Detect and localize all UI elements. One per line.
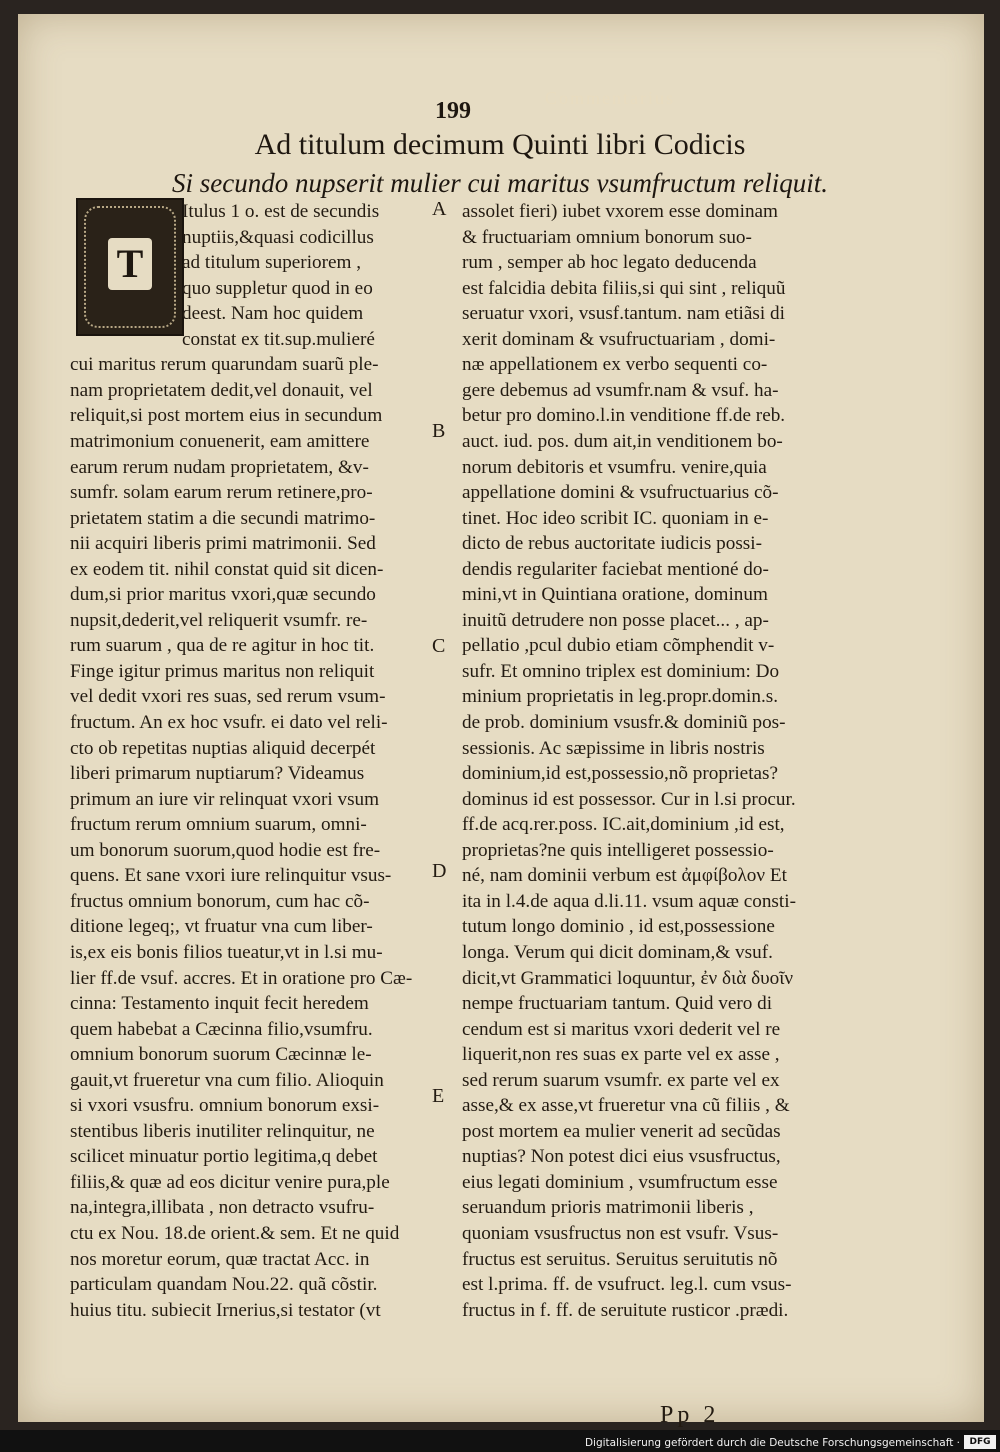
text-line: de prob. dominium vsusfr.& dominiũ pos- <box>462 712 786 733</box>
text-line: si vxori vsusfru. omnium bonorum exsi- <box>70 1095 380 1117</box>
bleed-through-header: Commentarius <box>545 88 675 108</box>
text-line: longa. Verum qui dicit dominam,& vsuf. <box>462 941 773 963</box>
text-line: cendum est si maritus vxori dederit vel re <box>462 1018 781 1040</box>
text-line: est falcidia debita filiis,si qui sint , reliquũ <box>462 277 786 299</box>
text-line: matrimonium conuenerit, eam amittere <box>70 430 370 452</box>
decorated-initial <box>76 198 184 336</box>
margin-marker: B <box>432 420 446 442</box>
text-line: nii acquiri liberis primi matrimonii. Sed <box>70 533 376 555</box>
text-line: nuptias? Non potest dici eius vsusfructus, <box>462 1146 781 1168</box>
text-line: ctu ex Nou. 18.de orient.& sem. Et ne quid <box>70 1223 400 1244</box>
text-line: earum rerum nudam proprietatem, &v- <box>70 456 369 478</box>
text-line: rum suarum , qua de re agitur in hoc tit. <box>70 635 375 657</box>
text-line: fructus omnium bonorum, cum hac cõ- <box>70 890 370 912</box>
text-line: xerit dominam & vsufructuariam , domi- <box>462 328 776 350</box>
initial-letter: T <box>108 238 152 290</box>
signature-mark: Pp 2 <box>660 1402 720 1428</box>
text-line: sed rerum suarum vsumfr. ex parte vel ex <box>462 1069 780 1091</box>
text-line: fructus in f. ff. de seruitute rusticor .prædi. <box>462 1299 789 1321</box>
text-line: tutum longo dominio , id est,possessione <box>462 916 775 938</box>
text-line: Finge igitur primus maritus non reliquit <box>70 660 375 682</box>
text-line: prietatem statim a die secundi matrimo- <box>70 507 376 529</box>
text-line: inuitũ detrudere non posse placet... , ap- <box>462 609 769 631</box>
text-line: ad titulum superiorem , <box>182 252 362 274</box>
text-line: dicit,vt Grammatici loquuntur, ἐν διὰ δυοῖν <box>462 967 794 989</box>
text-line: appellatione domini & vsufructuarius cõ- <box>462 482 779 504</box>
text-line: assolet fieri) iubet vxorem esse dominam <box>462 201 778 222</box>
text-line: scilicet minuatur portio legitima,q debet <box>70 1146 378 1168</box>
text-line: na,integra,illibata , non detracto vsufru- <box>70 1197 375 1219</box>
text-line: nos moretur eorum, quæ tractat Acc. in <box>70 1248 370 1270</box>
text-line: quo suppletur quod in eo <box>182 277 373 299</box>
text-line: filiis,& quæ ad eos dicitur venire pura,ple <box>70 1171 390 1193</box>
page-subtitle: Si secundo nupserit mulier cui maritus vsumfructum reliquit. <box>172 168 828 198</box>
text-line: dum,si prior maritus vxori,quæ secundo <box>70 584 376 606</box>
page-title: Ad titulum decimum Quinti libri Codicis <box>254 128 746 161</box>
text-line: nupsit,dederit,vel reliquerit vsumfr. re- <box>70 609 368 631</box>
text-line: nempe fructuariam tantum. Quid vero di <box>462 993 773 1015</box>
text-line: asse,& ex asse,vt frueretur vna cũ filiis , & <box>462 1095 790 1117</box>
text-line: quem habebat a Cæcinna filio,vsumfru. <box>70 1018 373 1040</box>
text-line: cinna: Testamento inquit fecit heredem <box>70 993 369 1015</box>
text-line: sumfr. solam earum rerum retinere,pro- <box>70 482 373 504</box>
text-line: rum , semper ab hoc legato deducenda <box>462 252 757 274</box>
text-line: minium proprietatis in leg.propr.domin.s. <box>462 686 779 708</box>
dfg-logo: DFG <box>964 1435 996 1449</box>
text-line: fructum. An ex hoc vsufr. ei dato vel reli- <box>70 712 388 733</box>
text-line: deest. Nam hoc quidem <box>182 303 364 325</box>
text-line: ditione legeq;, vt fruatur vna cum liber- <box>70 916 373 938</box>
text-line: dominus id est possessor. Cur in l.si procur. <box>462 788 796 810</box>
text-line: est l.prima. ff. de vsufruct. leg.l. cum vsus- <box>462 1274 792 1296</box>
text-line: eius legati dominium , vsumfructum esse <box>462 1171 778 1193</box>
text-line: constat ex tit.sup.mulieré <box>182 328 375 350</box>
margin-marker: E <box>432 1085 445 1107</box>
footer-bar <box>0 1430 1000 1452</box>
text-line: seruatur vxori, vsusf.tantum. nam etiãsi di <box>462 303 785 325</box>
text-line: gauit,vt frueretur vna cum filio. Alioquin <box>70 1069 384 1091</box>
text-line: omnium bonorum suorum Cæcinnæ le- <box>70 1044 372 1066</box>
text-line: norum debitoris et vsumfru. venire,quia <box>462 456 767 478</box>
text-line: cui maritus rerum quarundam suarũ ple- <box>70 354 379 376</box>
text-line: huius titu. subiecit Irnerius,si testator (vt <box>70 1299 381 1321</box>
text-line: quoniam vsusfructus non est vsufr. Vsus- <box>462 1223 779 1244</box>
text-line: sufr. Et omnino triplex est dominium: Do <box>462 660 780 682</box>
margin-marker: A <box>432 198 447 220</box>
text-line: pellatio ,pcul dubio etiam cõmphendit v- <box>462 635 775 657</box>
text-line: reliquit,si post mortem eius in secundum <box>70 405 383 427</box>
text-line: stentibus liberis inutiliter relinquitur, ne <box>70 1120 375 1142</box>
margin-marker: D <box>432 860 447 882</box>
text-line: nuptiis,&quasi codicillus <box>182 226 374 248</box>
text-line: betur pro domino.l.in venditione ff.de reb. <box>462 405 786 427</box>
text-line: particulam quandam Nou.22. quã cõstir. <box>70 1274 378 1296</box>
text-line: gere debemus ad vsumfr.nam & vsuf. ha- <box>462 379 779 401</box>
text-line: cto ob repetitas nuptias aliquid decerpét <box>70 737 376 759</box>
text-line: seruandum prioris matrimonii liberis , <box>462 1197 754 1219</box>
text-line: fructum rerum omnium suarum, omni- <box>70 814 367 836</box>
text-line: primum an iure vir relinquat vxori vsum <box>70 788 380 810</box>
text-line: tinet. Hoc ideo scribit IC. quoniam in e- <box>462 507 769 529</box>
footer-credit: Digitalisierung gefördert durch die Deutsche Forschungsgemeinschaft · <box>584 1437 960 1449</box>
text-line: nam proprietatem dedit,vel donauit, vel <box>70 379 373 401</box>
text-line: næ appellationem ex verbo sequenti co- <box>462 354 768 376</box>
text-line: & fructuariam omnium bonorum suo- <box>462 226 752 248</box>
margin-marker: C <box>432 635 446 657</box>
text-line: dominium,id est,possessio,nõ proprietas? <box>462 763 779 785</box>
text-line: proprietas?ne quis intelligeret possessio- <box>462 839 774 861</box>
text-line: liberi primarum nuptiarum? Videamus <box>70 763 365 785</box>
text-line: ff.de acq.rer.poss. IC.ait,dominium ,id est, <box>462 814 785 836</box>
text-line: sessionis. Ac sæpissime in libris nostris <box>462 737 765 759</box>
text-line: dendis regulariter faciebat mentioné do- <box>462 558 769 580</box>
text-line: vel dedit vxori res suas, sed rerum vsum- <box>70 686 386 708</box>
text-line: Itulus 1 o. est de secundis <box>182 201 380 222</box>
text-line: lier ff.de vsuf. accres. Et in oratione pro Cæ- <box>70 967 413 989</box>
text-line: um bonorum suorum,quod hodie est fre- <box>70 839 381 861</box>
text-line: is,ex eis bonis filios tueatur,vt in l.si mu- <box>70 941 383 963</box>
text-line: fructus est seruitus. Seruitus seruitutis nõ <box>462 1248 778 1270</box>
page-number: 199 <box>435 98 471 124</box>
text-line: dicto de rebus auctoritate iudicis possi- <box>462 533 762 555</box>
text-line: quens. Et sane vxori iure relinquitur vsus- <box>70 865 392 887</box>
text-line: post mortem ea mulier venerit ad secũdas <box>462 1120 781 1142</box>
text-line: auct. iud. pos. dum ait,in venditionem bo- <box>462 430 783 452</box>
text-line: ex eodem tit. nihil constat quid sit dicen- <box>70 558 384 580</box>
text-line: ita in l.4.de aqua d.li.11. vsum aquæ consti- <box>462 890 796 912</box>
text-line: né, nam dominii verbum est ἀμφίβολον Et <box>462 865 787 887</box>
text-line: mini,vt in Quintiana oratione, dominum <box>462 584 768 606</box>
text-line: liquerit,non res suas ex parte vel ex asse , <box>462 1044 780 1066</box>
